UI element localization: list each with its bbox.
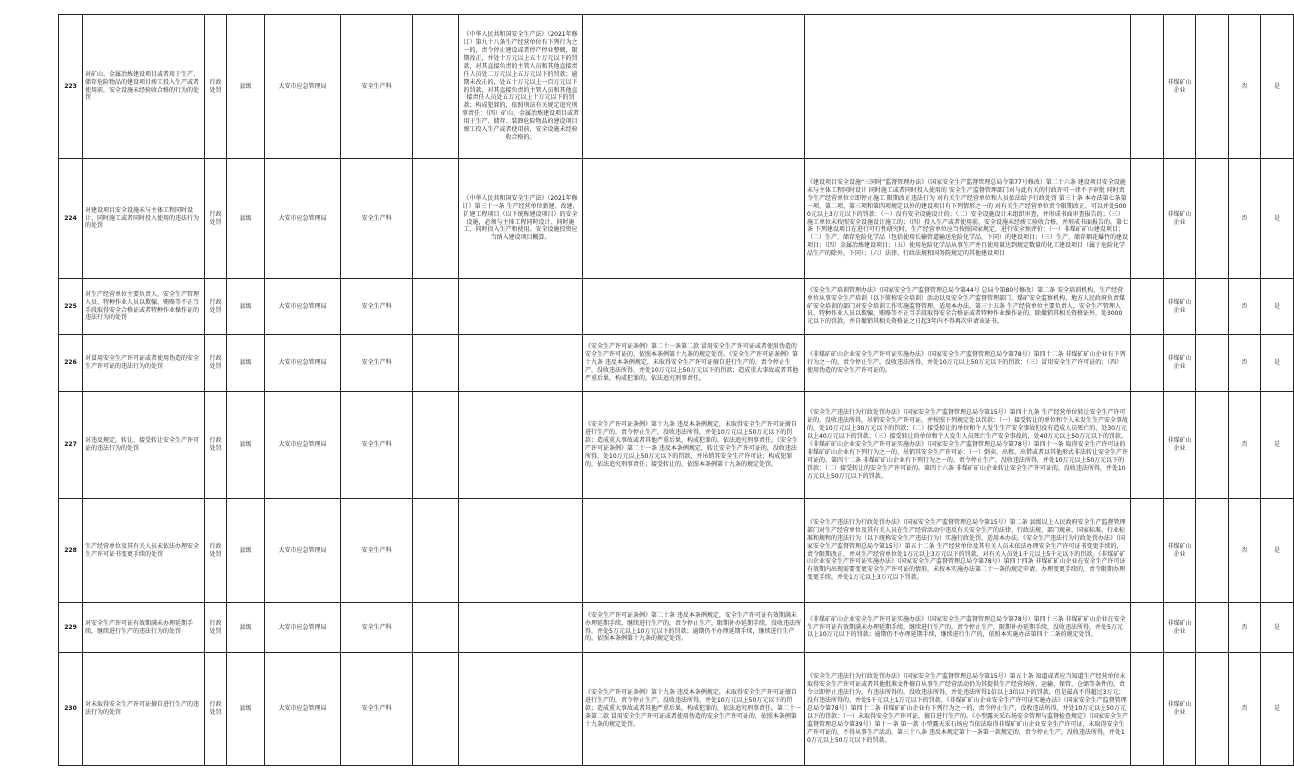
power-type: 行政处罚 xyxy=(205,15,227,159)
flag-3: 是 xyxy=(1261,603,1294,653)
legal-basis-regulation xyxy=(583,279,805,335)
power-type: 行政处罚 xyxy=(205,279,227,335)
department: 大安市应急管理局 xyxy=(265,392,341,499)
legal-basis-law xyxy=(459,335,583,392)
power-type: 行政处罚 xyxy=(205,603,227,653)
blank-cell xyxy=(413,603,459,653)
table-row xyxy=(59,653,1294,766)
legal-basis-rule: 《安全生产培训管理办法》（国家安全生产监督管理总局令第44号 总局令第80号修改）第二条 安全培训机构、生产经营单位从事安全生产培训（以下简称安全培训）活动以及安全生产监督管理部门、煤矿安全监察机构、地方人民政府负责煤矿安全培训的部门对安全培训工作实施监督管理，适用本办法。第三十五条 生产经营单位主要负责人、安全生产管理人员、特种作业人员以欺骗、贿赂等不正当手段取得安全合格证或者特种作业操作证的，除撤销其相关资格证外，处3000元以下的罚款，并自撤销其相关资格证之日起3年内不得再次申请该证书。 xyxy=(805,279,1131,335)
table-row xyxy=(59,499,1294,603)
department: 大安市应急管理局 xyxy=(265,15,341,159)
legal-basis-regulation xyxy=(583,15,805,159)
flag-3: 是 xyxy=(1261,392,1294,499)
flag-1 xyxy=(1196,603,1229,653)
regulated-subject: 非煤矿山企业 xyxy=(1164,499,1196,603)
table-row xyxy=(59,335,1294,392)
flag-3: 是 xyxy=(1261,279,1294,335)
regulated-subject: 非煤矿山企业 xyxy=(1164,15,1196,159)
regulated-subject: 非煤矿山企业 xyxy=(1164,279,1196,335)
blank-cell xyxy=(1131,279,1164,335)
row-number: 229 xyxy=(59,603,83,653)
legal-basis-rule: 《建设项目安全设施“三同时”监督管理办法》（国家安全生产监督管理总局令第77号修改）第二十六条 建设项目安全设施未与主体工程同时设计 同时施工或者同时投入使用的 安全生产监督管理部门对与此有关的行政许可一律不予审批 同时责令生产经营单位立即停止施工 限期改正违法行为 对有关生产经营单位和人员依法给予行政处罚 第三十条 本办法第七条第一项、第二项、第三项和第四项规定以外的建设项目有下列情形之一的 对有关生产经营单位责令限期改正，可以并处5000元以上3万元以下的罚款：（一）没有安全设施设计的；（二）安全设施设计未组织审查，并形成书面审查报告的；（三）施工单位未按照安全设施设计施工的；（四）投入生产或者使用前，安全设施未经竣工验收合格，并形成书面报告的。第七条 下列建设项目在进行可行性研究时，生产经营单位应当按照国家规定，进行安全预评价：（一）非煤矿矿山建设项目；（二）生产、储存危险化学品（包括使用长输管道输送危险化学品，下同）的建设项目；（三）生产、储存烟花爆竹的建设项目；（四）金属冶炼建设项目；（五）使用危险化学品从事生产并且使用量达到规定数量的化工建设项目（属于危险化学品生产的除外，下同）；（六）法律、行政法规和国务院规定的其他建设项目 xyxy=(805,159,1131,279)
regulated-subject: 非煤矿山企业 xyxy=(1164,159,1196,279)
department: 大安市应急管理局 xyxy=(265,603,341,653)
responsible-unit: 安全生产科 xyxy=(341,603,413,653)
legal-basis-rule: 《非煤矿矿山企业安全生产许可证实施办法》（国家安全生产监督管理总局令第78号）第四十三条 非煤矿矿山企业在安全生产许可证有效期满未办理延期手续，继续进行生产的，责令停止生产，限期补办延期手续，没收违法所得，并处5万元以上10万元以下的罚款；逾期仍不办理延期手续，继续进行生产的，依照本实施办法第四十二条的规定处罚。 xyxy=(805,603,1131,653)
flag-2: 否 xyxy=(1229,603,1261,653)
flag-2: 否 xyxy=(1229,279,1261,335)
legal-basis-law xyxy=(459,279,583,335)
department: 大安市应急管理局 xyxy=(265,159,341,279)
table-row xyxy=(59,279,1294,335)
power-type: 行政处罚 xyxy=(205,653,227,766)
legal-basis-rule: 《非煤矿矿山企业安全生产许可证实施办法》（国家安全生产监督管理总局令第78号）第四十二条 非煤矿矿山企业有下列行为之一的，责令停止生产，没收违法所得，并处10万元以上50万元以下的罚款：（三）冒用安全生产许可证的；（四）使用伪造的安全生产许可证的。 xyxy=(805,335,1131,392)
legal-basis-regulation xyxy=(583,159,805,279)
flag-3: 是 xyxy=(1261,335,1294,392)
table-row xyxy=(59,159,1294,279)
blank-cell xyxy=(413,392,459,499)
blank-cell xyxy=(1131,15,1164,159)
flag-2: 否 xyxy=(1229,653,1261,766)
row-number: 224 xyxy=(59,159,83,279)
department: 大安市应急管理局 xyxy=(265,653,341,766)
flag-3: 是 xyxy=(1261,499,1294,603)
legal-basis-regulation: 《安全生产许可证条例》第十九条 违反本条例规定，未取得安全生产许可证擅自进行生产的，责令停止生产，没收违法所得，并处10万元以上50万元以下的罚款；造成重大事故或者其他严重后果，构成犯罪的，依法追究刑事责任。《安全生产许可证条例》第二十一条 违反本条例规定，转让安全生产许可证的，没收违法所得，处10万元以上50万元以下的罚款，并吊销其安全生产许可证；构成犯罪的，依法追究刑事责任；接受转让的，依照本条例第十九条的规定处罚。 xyxy=(583,392,805,499)
flag-1 xyxy=(1196,15,1229,159)
row-number: 228 xyxy=(59,499,83,603)
exercise-level: 县级 xyxy=(227,392,265,499)
regulated-subject: 非煤矿山企业 xyxy=(1164,603,1196,653)
item-name: 对未取得安全生产许可证擅自进行生产的违法行为的处罚 xyxy=(83,653,205,766)
flag-1 xyxy=(1196,653,1229,766)
flag-1 xyxy=(1196,335,1229,392)
item-name: 对安全生产许可证有效期满未办理延期手续，继续进行生产的违法行为的处罚 xyxy=(83,603,205,653)
blank-cell xyxy=(1131,603,1164,653)
legal-basis-regulation xyxy=(583,499,805,603)
flag-2: 否 xyxy=(1229,159,1261,279)
department: 大安市应急管理局 xyxy=(265,279,341,335)
responsible-unit: 安全生产科 xyxy=(341,159,413,279)
table-row xyxy=(59,603,1294,653)
legal-basis-law: 《中华人民共和国安全生产法》（2021年修订）第九十八条生产经营单位有下列行为之一的，责令停止建设或者停产停业整顿，限期改正，并处十万元以上五十万元以下的罚款，对其直接负责的主管人员和其他直接责任人员处二万元以上五万元以下的罚款；逾期未改正的，处五十万元以上一百万元以下的罚款，对其直接负责的主管人员和其他直接责任人员处五万元以上十万元以下的罚款；构成犯罪的，依照刑法有关规定追究刑事责任：（四）矿山、金属冶炼建设项目或者用于生产、储存、装卸危险物品的建设项目竣工投入生产或者使用前，安全设施未经验收合格的。 xyxy=(459,15,583,159)
power-type: 行政处罚 xyxy=(205,392,227,499)
legal-basis-rule xyxy=(805,15,1131,159)
row-number: 225 xyxy=(59,279,83,335)
flag-2: 否 xyxy=(1229,335,1261,392)
powers-table xyxy=(58,14,1294,766)
responsible-unit: 安全生产科 xyxy=(341,392,413,499)
blank-cell xyxy=(413,499,459,603)
regulated-subject: 非煤矿山企业 xyxy=(1164,653,1196,766)
flag-3: 是 xyxy=(1261,15,1294,159)
exercise-level: 县级 xyxy=(227,653,265,766)
legal-basis-law xyxy=(459,392,583,499)
legal-basis-regulation: 《安全生产许可证条例》第二十一条第二款 冒用安全生产许可证或者使用伪造的安全生产许可证的，依照本条例第十九条的规定处罚。《安全生产许可证条例》第十九条 违反本条例规定，未取得安全生产许可证擅自进行生产的，责令停止生产，没收违法所得，并处10万元以上50万元以下的罚款；造成重大事故或者其他严重后果，构成犯罪的，依法追究刑事责任。 xyxy=(583,335,805,392)
responsible-unit: 安全生产科 xyxy=(341,279,413,335)
blank-cell xyxy=(1131,335,1164,392)
department: 大安市应急管理局 xyxy=(265,335,341,392)
flag-1 xyxy=(1196,159,1229,279)
item-name: 对矿山、金属冶炼建设项目或者用于生产、储存危险物品的建设项目竣工投入生产或者使用前，安全设施未经验收合格的行为的处罚 xyxy=(83,15,205,159)
flag-3: 是 xyxy=(1261,159,1294,279)
responsible-unit: 安全生产科 xyxy=(341,335,413,392)
blank-cell xyxy=(413,279,459,335)
department: 大安市应急管理局 xyxy=(265,499,341,603)
responsible-unit: 安全生产科 xyxy=(341,499,413,603)
table-row xyxy=(59,392,1294,499)
exercise-level: 县级 xyxy=(227,499,265,603)
legal-basis-law: 《中华人民共和国安全生产法》（2021年修订）第三十一条 生产经营单位新建、改建、扩建工程项目（以下统称建设项目）的安全设施，必须与主体工程同时设计、同时施工、同时投入生产和使用。安全设施投资应当纳入建设项目概算。 xyxy=(459,159,583,279)
power-type: 行政处罚 xyxy=(205,159,227,279)
blank-cell xyxy=(413,159,459,279)
blank-cell xyxy=(1131,653,1164,766)
flag-1 xyxy=(1196,392,1229,499)
regulated-subject: 非煤矿山企业 xyxy=(1164,335,1196,392)
legal-basis-law xyxy=(459,653,583,766)
legal-basis-regulation: 《安全生产许可证条例》第二十条 违反本条例规定，安全生产许可证有效期满未办理延期手续，继续进行生产的，责令停止生产，限期补办延期手续，没收违法所得，并处5万元以上10万元以下的罚款；逾期仍不办理延期手续，继续进行生产的，依照本条例第十九条的规定处罚。 xyxy=(583,603,805,653)
flag-1 xyxy=(1196,279,1229,335)
legal-basis-law xyxy=(459,603,583,653)
flag-1 xyxy=(1196,499,1229,603)
legal-basis-rule: 《安全生产违法行为行政处罚办法》（国家安全生产监督管理总局令第15号）第二条 县级以上人民政府安全生产监督管理部门对生产经营单位及其有关人员在生产经营活动中违反有关安全生产的法律、行政法规、部门规章、国家标准、行业标准和规程的违法行为（以下统称安全生产违法行为）实施行政处罚，适用本办法。《安全生产违法行为行政处罚办法》（国家安全生产监督管理总局令第15号）第五十二条 生产经营单位及其有关人员未依法办理安全生产许可证书变更手续的，责令限期改正，并对生产经营单位处1万元以上3万元以下的罚款，对有关人员处1千元以上5千元以下的罚款。《非煤矿矿山企业安全生产许可证实施办法》（国家安全生产监督管理总局令第78号）第四十四条 非煤矿矿山企业在安全生产许可证有效期内出现需要变更安全生产许可证的情形，未按本实施办法第二十一条的规定申请、办理变更手续的，责令限期办理变更手续，并处1万元以上3万元以下罚款。 xyxy=(805,499,1131,603)
exercise-level: 县级 xyxy=(227,159,265,279)
flag-3: 是 xyxy=(1261,653,1294,766)
row-number: 223 xyxy=(59,15,83,159)
legal-basis-regulation: 《安全生产许可证条例》第十九条 违反本条例规定，未取得安全生产许可证擅自进行生产的，责令停止生产，没收违法所得，并处10万元以上50万元以下的罚款；造成重大事故或者其他严重后果，构成犯罪的，依法追究刑事责任。第二十一条第二款 冒用安全生产许可证或者使用伪造的安全生产许可证的，依照本条例第十九条的规定处罚。 xyxy=(583,653,805,766)
blank-cell xyxy=(413,15,459,159)
power-type: 行政处罚 xyxy=(205,335,227,392)
flag-2: 否 xyxy=(1229,392,1261,499)
exercise-level: 县级 xyxy=(227,335,265,392)
item-name: 对生产经营单位主要负责人、安全生产管理人员、特种作业人员以欺骗、贿赂等不正当手段取得安全合格证或者特种作业操作证的违法行为的处罚 xyxy=(83,279,205,335)
item-name: 生产经营单位及其有关人员未依法办理安全生产许可证书变更手续的处罚 xyxy=(83,499,205,603)
exercise-level: 县级 xyxy=(227,15,265,159)
flag-2: 否 xyxy=(1229,499,1261,603)
item-name: 对冒用安全生产许可证或者使用伪造的安全生产许可证的违法行为的处罚 xyxy=(83,335,205,392)
power-type: 行政处罚 xyxy=(205,499,227,603)
blank-cell xyxy=(1131,392,1164,499)
legal-basis-rule: 《安全生产违法行为行政处罚办法》（国家安全生产监督管理总局令第15号）第五十条 知道或者应当知道生产经营单位未取得安全生产许可证或者其他批准文件擅自从事生产经营活动仍为其提供生产经营场所、运输、保管、仓储等条件的，责令立即停止违法行为，有违法所得的，没收违法所得，并处违法所得1倍以上3倍以下的罚款，但是最高不得超过3万元；没有违法所得的，并处5千元以上1万元以下的罚款。《非煤矿矿山企业安全生产许可证实施办法》（国家安全生产监督管理总局令第78号）第四十二条 非煤矿矿山企业有下列行为之一的，责令停止生产，没收违法所得，并处10万元以上50万元以下的罚款：（一）未取得安全生产许可证，擅自进行生产的。《小型露天采石场安全管理与监督检查规定》（国家安全生产监督管理总局令第39号）第十一条 第一款 小型露天采石场应当依法取得非煤矿矿山企业安全生产许可证，未取得安全生产许可证的，不得从事生产活动。第三十八条 违反本规定第十一条第一款规定的，责令停止生产，没收违法所得，并处10万元以上50万元以下的罚款。 xyxy=(805,653,1131,766)
flag-2: 否 xyxy=(1229,15,1261,159)
row-number: 227 xyxy=(59,392,83,499)
blank-cell xyxy=(413,653,459,766)
exercise-level: 县级 xyxy=(227,603,265,653)
row-number: 226 xyxy=(59,335,83,392)
legal-basis-law xyxy=(459,499,583,603)
exercise-level: 县级 xyxy=(227,279,265,335)
responsible-unit: 安全生产科 xyxy=(341,653,413,766)
responsible-unit: 安全生产科 xyxy=(341,15,413,159)
blank-cell xyxy=(1131,499,1164,603)
item-name: 对违反规定，转让、接受转让安全生产许可证的违法行为的处罚 xyxy=(83,392,205,499)
regulated-subject: 非煤矿山企业 xyxy=(1164,392,1196,499)
blank-cell xyxy=(413,335,459,392)
table-row xyxy=(59,15,1294,159)
blank-cell xyxy=(1131,159,1164,279)
item-name: 对建设项目安全设施未与主体工程同时设计、同时施工或者同时投入使用的违法行为的处罚 xyxy=(83,159,205,279)
legal-basis-rule: 《安全生产违法行为行政处罚办法》（国家安全生产监督管理总局令第15号）第四十九条 生产经营单位转让安全生产许可证的，没收违法所得，吊销安全生产许可证，并按照下列规定处以罚款：（一）接受转让的单位和个人未发生生产安全事故的，处10万元以上30万元以下的罚款；（二）接受转让的单位和个人发生生产安全事故但没有造成人员死亡的，处30万元以上40万元以下的罚款；（三）接受转让的单位和个人发生人员死亡生产安全事故的，处40万元以上50万元以下的罚款。《非煤矿矿山企业安全生产许可证实施办法》（国家安全生产监督管理总局令第78号）第四十一条 取得安全生产许可证的非煤矿矿山企业有下列行为之一的，吊销其安全生产许可证：（一）倒卖、出租、出借或者以其他形式非法转让安全生产许可证的。第四十二条 非煤矿矿山企业有下列行为之一的，责令停止生产，没收违法所得，并处10万元以上50万元以下的罚款：（二）接受转让的安全生产许可证的。第四十六条 非煤矿矿山企业转让安全生产许可证的，没收违法所得，并处10万元以上50万元以下的罚款。 xyxy=(805,392,1131,499)
row-number: 230 xyxy=(59,653,83,766)
